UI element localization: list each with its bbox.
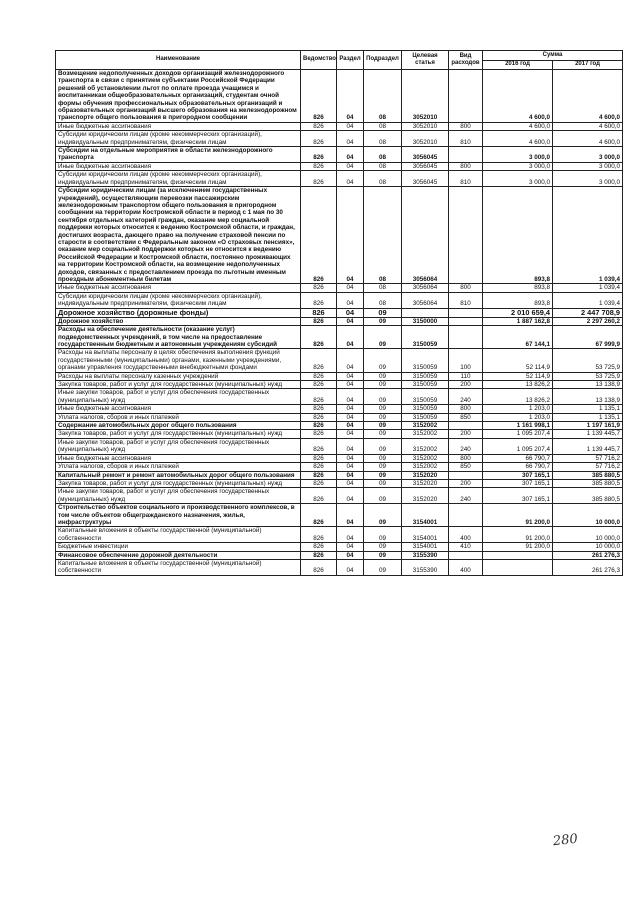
page-number-handwritten: 280	[552, 831, 579, 850]
row-sum-2017: 261 276,3	[553, 551, 623, 559]
row-section: 04	[337, 162, 364, 170]
table-body	[56, 70, 623, 576]
row-dept: 826	[301, 284, 337, 292]
row-dept: 826	[301, 349, 337, 372]
row-sum-2016: 13 826,2	[483, 389, 553, 405]
row-name: Капитальные вложения в объекты государственной (муниципальной) собственности	[56, 527, 301, 543]
table-row	[56, 430, 623, 438]
row-subsection: 09	[364, 463, 402, 471]
table-row	[56, 317, 623, 325]
row-sum-2017: 3 000,0	[553, 162, 623, 170]
row-subsection: 09	[364, 559, 402, 575]
row-name: Субсидии на отдельные мероприятия в области железнодорожного транспорта	[56, 147, 301, 163]
row-dept: 826	[301, 471, 337, 479]
row-target: 3150059	[402, 389, 449, 405]
header-exp-type: Вид расходов	[449, 51, 483, 70]
table-row	[56, 147, 623, 163]
row-subsection: 09	[364, 413, 402, 421]
header-name: Наименование	[56, 51, 301, 70]
row-section: 04	[337, 308, 364, 317]
row-dept: 826	[301, 527, 337, 543]
row-target: 3056045	[402, 171, 449, 187]
row-sum-2016: 3 000,0	[483, 162, 553, 170]
row-subsection: 09	[364, 527, 402, 543]
row-sum-2017: 1 197 161,9	[553, 422, 623, 430]
row-exp-type: 850	[449, 413, 483, 421]
table-row	[56, 471, 623, 479]
row-dept: 826	[301, 147, 337, 163]
row-section: 04	[337, 70, 364, 123]
row-sum-2017: 1 039,4	[553, 292, 623, 308]
row-exp-type	[449, 187, 483, 284]
row-subsection: 09	[364, 551, 402, 559]
row-section: 04	[337, 317, 364, 325]
row-name: Иные бюджетные ассигнования	[56, 122, 301, 130]
row-target: 3152002	[402, 438, 449, 454]
table-row	[56, 122, 623, 130]
row-name: Расходы на выплаты персоналу казенных учреждений	[56, 372, 301, 380]
row-section: 04	[337, 326, 364, 349]
row-exp-type	[449, 326, 483, 349]
row-sum-2017: 13 138,9	[553, 381, 623, 389]
row-section: 04	[337, 389, 364, 405]
row-target: 3056064	[402, 187, 449, 284]
row-target: 3152002	[402, 422, 449, 430]
row-sum-2016: 66 790,7	[483, 463, 553, 471]
row-name: Закупка товаров, работ и услуг для государственных (муниципальных) нужд	[56, 381, 301, 389]
row-subsection: 09	[364, 488, 402, 504]
row-sum-2017: 13 138,9	[553, 389, 623, 405]
row-sum-2016: 91 200,0	[483, 504, 553, 527]
table-row	[56, 292, 623, 308]
row-subsection: 09	[364, 438, 402, 454]
table-row	[56, 551, 623, 559]
row-dept: 826	[301, 171, 337, 187]
header-2017: 2017 год	[553, 61, 623, 70]
row-target: 3154001	[402, 527, 449, 543]
row-sum-2017: 1 039,4	[553, 187, 623, 284]
row-subsection: 08	[364, 292, 402, 308]
table-row	[56, 349, 623, 372]
row-sum-2016: 1 203,0	[483, 405, 553, 413]
row-section: 04	[337, 527, 364, 543]
row-sum-2017: 385 880,5	[553, 471, 623, 479]
row-section: 04	[337, 551, 364, 559]
budget-table	[55, 50, 623, 576]
row-dept: 826	[301, 389, 337, 405]
row-exp-type: 850	[449, 463, 483, 471]
row-exp-type	[449, 504, 483, 527]
row-section: 04	[337, 187, 364, 284]
row-dept: 826	[301, 559, 337, 575]
row-sum-2016: 3 000,0	[483, 147, 553, 163]
row-section: 04	[337, 122, 364, 130]
row-target: 3150000	[402, 317, 449, 325]
row-section: 04	[337, 471, 364, 479]
row-sum-2016: 307 165,1	[483, 471, 553, 479]
row-exp-type	[449, 317, 483, 325]
row-name: Бюджетные инвестиции	[56, 543, 301, 551]
header-target: Целевая статья	[402, 51, 449, 70]
row-sum-2016: 4 600,0	[483, 131, 553, 147]
row-subsection: 08	[364, 284, 402, 292]
row-name: Содержание автомобильных дорог общего пользования	[56, 422, 301, 430]
row-subsection: 09	[364, 326, 402, 349]
row-section: 04	[337, 292, 364, 308]
row-dept: 826	[301, 430, 337, 438]
row-section: 04	[337, 171, 364, 187]
row-dept: 826	[301, 454, 337, 462]
row-exp-type	[449, 471, 483, 479]
row-sum-2016: 52 114,9	[483, 372, 553, 380]
row-subsection: 08	[364, 70, 402, 123]
row-section: 04	[337, 147, 364, 163]
table-row	[56, 308, 623, 317]
row-sum-2016: 91 200,0	[483, 543, 553, 551]
row-subsection: 08	[364, 131, 402, 147]
row-section: 04	[337, 131, 364, 147]
row-exp-type: 410	[449, 543, 483, 551]
row-exp-type	[449, 70, 483, 123]
row-subsection: 08	[364, 171, 402, 187]
row-exp-type: 240	[449, 438, 483, 454]
table-header	[56, 51, 623, 70]
row-subsection: 09	[364, 471, 402, 479]
header-section: Раздел	[337, 51, 364, 70]
row-subsection: 09	[364, 349, 402, 372]
row-target: 3056045	[402, 162, 449, 170]
row-name: Дорожное хозяйство	[56, 317, 301, 325]
row-sum-2016: 66 790,7	[483, 454, 553, 462]
row-name: Возмещение недополученных доходов организаций железнодорожного транспорта в связи с принятием субъектами Российской Федерации решений об установлении льгот по оплате проезда учащимся и воспитанникам общеобразовательных организаций, студентам очной формы обучения профессиональных образовательных организаций и образовательных организаций высшего образования на железнодорожном транспорте общего пользования в пригородном сообщении	[56, 70, 301, 123]
row-exp-type: 100	[449, 349, 483, 372]
row-subsection: 08	[364, 147, 402, 163]
row-sum-2016: 1 095 207,4	[483, 430, 553, 438]
table-row	[56, 504, 623, 527]
table-row	[56, 405, 623, 413]
row-sum-2017: 1 039,4	[553, 284, 623, 292]
row-name: Иные бюджетные ассигнования	[56, 284, 301, 292]
row-exp-type: 810	[449, 171, 483, 187]
row-target: 3052010	[402, 70, 449, 123]
table-row	[56, 463, 623, 471]
row-subsection: 09	[364, 504, 402, 527]
row-dept: 826	[301, 463, 337, 471]
row-dept: 826	[301, 317, 337, 325]
row-dept: 826	[301, 70, 337, 123]
row-target: 3152002	[402, 463, 449, 471]
row-sum-2016	[483, 559, 553, 575]
row-name: Строительство объектов социального и производственного комплексов, в том числе объектов общегражданского назначения, жилья, инфраструктуры	[56, 504, 301, 527]
row-exp-type: 240	[449, 488, 483, 504]
row-sum-2017: 1 139 445,7	[553, 430, 623, 438]
row-sum-2016: 4 600,0	[483, 70, 553, 123]
row-sum-2017: 4 600,0	[553, 70, 623, 123]
row-exp-type: 800	[449, 122, 483, 130]
row-subsection: 08	[364, 122, 402, 130]
row-dept: 826	[301, 551, 337, 559]
row-dept: 826	[301, 326, 337, 349]
row-sum-2016: 307 165,1	[483, 488, 553, 504]
row-sum-2017: 53 725,9	[553, 372, 623, 380]
table-row	[56, 543, 623, 551]
row-section: 04	[337, 454, 364, 462]
row-exp-type: 810	[449, 292, 483, 308]
row-name: Закупка товаров, работ и услуг для государственных (муниципальных) нужд	[56, 479, 301, 487]
row-sum-2016: 4 600,0	[483, 122, 553, 130]
row-target: 3152020	[402, 471, 449, 479]
row-name: Иные бюджетные ассигнования	[56, 405, 301, 413]
row-section: 04	[337, 381, 364, 389]
row-subsection: 09	[364, 479, 402, 487]
row-name: Иные закупки товаров, работ и услуг для обеспечения государственных (муниципальных) нужд	[56, 438, 301, 454]
row-dept: 826	[301, 504, 337, 527]
row-name: Субсидии юридическим лицам (кроме некоммерческих организаций), индивидуальным предпринимателям, физическим лицам	[56, 171, 301, 187]
row-target: 3154001	[402, 504, 449, 527]
header-sum: Сумма	[483, 51, 623, 61]
table-row	[56, 422, 623, 430]
row-sum-2016: 52 114,9	[483, 349, 553, 372]
row-sum-2017: 3 000,0	[553, 171, 623, 187]
row-name: Уплата налогов, сборов и иных платежей	[56, 413, 301, 421]
row-sum-2017: 53 725,9	[553, 349, 623, 372]
row-sum-2016: 307 165,1	[483, 479, 553, 487]
table-row	[56, 162, 623, 170]
row-target: 3052010	[402, 131, 449, 147]
table-row	[56, 131, 623, 147]
row-section: 04	[337, 543, 364, 551]
row-section: 04	[337, 430, 364, 438]
row-sum-2017: 2 297 260,2	[553, 317, 623, 325]
table-row	[56, 389, 623, 405]
row-sum-2016: 91 200,0	[483, 527, 553, 543]
table-row	[56, 284, 623, 292]
row-subsection: 09	[364, 308, 402, 317]
row-name: Расходы на выплаты персоналу в целях обеспечения выполнения функций государственными (муниципальными) органами, казенными учреждениями, органами управления государственными внебюджетными фондами	[56, 349, 301, 372]
row-exp-type	[449, 422, 483, 430]
row-sum-2016: 67 144,1	[483, 326, 553, 349]
row-exp-type	[449, 147, 483, 163]
row-target: 3154001	[402, 543, 449, 551]
row-exp-type: 240	[449, 389, 483, 405]
row-exp-type: 200	[449, 430, 483, 438]
row-target: 3150059	[402, 372, 449, 380]
row-exp-type: 400	[449, 559, 483, 575]
row-sum-2017: 1 139 445,7	[553, 438, 623, 454]
row-sum-2017: 1 135,1	[553, 413, 623, 421]
row-target: 3155390	[402, 559, 449, 575]
row-name: Иные закупки товаров, работ и услуг для обеспечения государственных (муниципальных) нужд	[56, 488, 301, 504]
row-exp-type	[449, 551, 483, 559]
table-row	[56, 70, 623, 123]
row-name: Капитальные вложения в объекты государственной (муниципальной) собственности	[56, 559, 301, 575]
row-exp-type: 200	[449, 381, 483, 389]
row-sum-2016: 1 887 162,8	[483, 317, 553, 325]
row-target: 3152002	[402, 454, 449, 462]
row-dept: 826	[301, 438, 337, 454]
table-row	[56, 454, 623, 462]
row-sum-2016: 1 203,0	[483, 413, 553, 421]
row-dept: 826	[301, 131, 337, 147]
row-dept: 826	[301, 187, 337, 284]
row-name: Иные закупки товаров, работ и услуг для обеспечения государственных (муниципальных) нужд	[56, 389, 301, 405]
row-subsection: 08	[364, 187, 402, 284]
row-sum-2016: 893,8	[483, 292, 553, 308]
row-dept: 826	[301, 405, 337, 413]
row-sum-2017: 261 276,3	[553, 559, 623, 575]
budget-sheet	[55, 50, 622, 576]
table-row	[56, 479, 623, 487]
row-sum-2017: 385 880,5	[553, 488, 623, 504]
row-dept: 826	[301, 381, 337, 389]
row-target: 3150059	[402, 349, 449, 372]
row-target: 3155390	[402, 551, 449, 559]
row-sum-2016: 2 010 659,4	[483, 308, 553, 317]
row-sum-2016: 13 826,2	[483, 381, 553, 389]
table-row	[56, 527, 623, 543]
row-dept: 826	[301, 543, 337, 551]
row-dept: 826	[301, 308, 337, 317]
row-sum-2017: 10 000,0	[553, 504, 623, 527]
table-row	[56, 326, 623, 349]
row-target: 3150059	[402, 326, 449, 349]
row-section: 04	[337, 479, 364, 487]
row-target	[402, 308, 449, 317]
row-dept: 826	[301, 122, 337, 130]
row-name: Иные бюджетные ассигнования	[56, 162, 301, 170]
row-sum-2016: 1 095 207,4	[483, 438, 553, 454]
row-subsection: 09	[364, 422, 402, 430]
row-sum-2017: 4 600,0	[553, 122, 623, 130]
row-name: Финансовое обеспечение дорожной деятельности	[56, 551, 301, 559]
row-subsection: 09	[364, 317, 402, 325]
row-subsection: 09	[364, 543, 402, 551]
table-row	[56, 559, 623, 575]
row-name: Расходы на обеспечение деятельности (оказание услуг) подведомственных учреждений, в том числе на предоставление государственным бюджетным и автономным учреждениям субсидий	[56, 326, 301, 349]
row-exp-type: 110	[449, 372, 483, 380]
table-row	[56, 413, 623, 421]
row-section: 04	[337, 413, 364, 421]
row-target: 3152020	[402, 488, 449, 504]
row-exp-type: 200	[449, 479, 483, 487]
row-subsection: 09	[364, 381, 402, 389]
row-name: Субсидии юридическим лицам (кроме некоммерческих организаций), индивидуальным предпринимателям, физическим лицам	[56, 131, 301, 147]
table-row	[56, 187, 623, 284]
row-section: 04	[337, 504, 364, 527]
row-target: 3052010	[402, 122, 449, 130]
row-dept: 826	[301, 162, 337, 170]
row-section: 04	[337, 284, 364, 292]
row-exp-type: 800	[449, 405, 483, 413]
row-subsection: 08	[364, 162, 402, 170]
row-section: 04	[337, 405, 364, 413]
row-section: 04	[337, 372, 364, 380]
row-target: 3152002	[402, 430, 449, 438]
table-row	[56, 171, 623, 187]
row-name: Капитальный ремонт и ремонт автомобильных дорог общего пользования	[56, 471, 301, 479]
table-row	[56, 372, 623, 380]
row-exp-type: 810	[449, 131, 483, 147]
row-sum-2017: 67 999,9	[553, 326, 623, 349]
row-target: 3056064	[402, 292, 449, 308]
row-sum-2016: 1 161 998,1	[483, 422, 553, 430]
row-sum-2016: 3 000,0	[483, 171, 553, 187]
row-section: 04	[337, 463, 364, 471]
row-sum-2017: 57 716,2	[553, 454, 623, 462]
row-sum-2017: 385 880,5	[553, 479, 623, 487]
row-dept: 826	[301, 488, 337, 504]
row-sum-2017: 3 000,0	[553, 147, 623, 163]
row-section: 04	[337, 422, 364, 430]
row-sum-2017: 10 000,0	[553, 543, 623, 551]
row-name: Закупка товаров, работ и услуг для государственных (муниципальных) нужд	[56, 430, 301, 438]
row-sum-2017: 2 447 708,9	[553, 308, 623, 317]
row-target: 3056064	[402, 284, 449, 292]
row-exp-type: 800	[449, 162, 483, 170]
row-target: 3150059	[402, 405, 449, 413]
row-name: Иные бюджетные ассигнования	[56, 454, 301, 462]
row-sum-2016: 893,8	[483, 284, 553, 292]
row-name: Субсидии юридическим лицам (кроме некоммерческих организаций), индивидуальным предпринимателям, физическим лицам	[56, 292, 301, 308]
row-target: 3150059	[402, 381, 449, 389]
row-exp-type: 800	[449, 284, 483, 292]
header-subsection: Подраздел	[364, 51, 402, 70]
row-subsection: 09	[364, 405, 402, 413]
table-row	[56, 438, 623, 454]
table-row	[56, 381, 623, 389]
row-exp-type: 800	[449, 454, 483, 462]
row-subsection: 09	[364, 372, 402, 380]
row-sum-2016: 893,8	[483, 187, 553, 284]
row-subsection: 09	[364, 389, 402, 405]
row-target: 3150059	[402, 413, 449, 421]
row-dept: 826	[301, 479, 337, 487]
row-name: Субсидии юридическим лицам (за исключением государственных учреждений), осуществляющим перевозки пассажирским железнодорожным транспортом общего пользования в пригородном сообщении на территории Костромской области в период с 1 мая по 30 сентября отдельных категорий граждан, оказание мер социальной поддержки которых относится к ведению Костромской области, и граждан, достигших возраста, дающего право на получение страховой пенсии по старости в соответствии с Федеральным законом «О страховых пенсиях», оказание мер социальной поддержки которых не относится к ведению Российской Федерации и Костромской области, постоянно проживающих на территории Костромской области, на возмещение недополученных доходов, связанных с предоставлением проезда по льготным именным проездным абонементным билетам	[56, 187, 301, 284]
row-subsection: 09	[364, 430, 402, 438]
row-name: Уплата налогов, сборов и иных платежей	[56, 463, 301, 471]
row-exp-type	[449, 308, 483, 317]
row-section: 04	[337, 488, 364, 504]
row-dept: 826	[301, 413, 337, 421]
row-dept: 826	[301, 292, 337, 308]
row-sum-2017: 4 600,0	[553, 131, 623, 147]
header-2016: 2016 год	[483, 61, 553, 70]
row-section: 04	[337, 349, 364, 372]
row-sum-2017: 1 135,1	[553, 405, 623, 413]
row-sum-2017: 10 000,0	[553, 527, 623, 543]
row-section: 04	[337, 559, 364, 575]
header-dept: Ведомство	[301, 51, 337, 70]
row-name: Дорожное хозяйство (дорожные фонды)	[56, 308, 301, 317]
row-subsection: 09	[364, 454, 402, 462]
row-sum-2016	[483, 551, 553, 559]
row-target: 3152020	[402, 479, 449, 487]
table-row	[56, 488, 623, 504]
row-section: 04	[337, 438, 364, 454]
row-sum-2017: 57 716,2	[553, 463, 623, 471]
row-dept: 826	[301, 372, 337, 380]
row-dept: 826	[301, 422, 337, 430]
row-target: 3056045	[402, 147, 449, 163]
row-exp-type: 400	[449, 527, 483, 543]
